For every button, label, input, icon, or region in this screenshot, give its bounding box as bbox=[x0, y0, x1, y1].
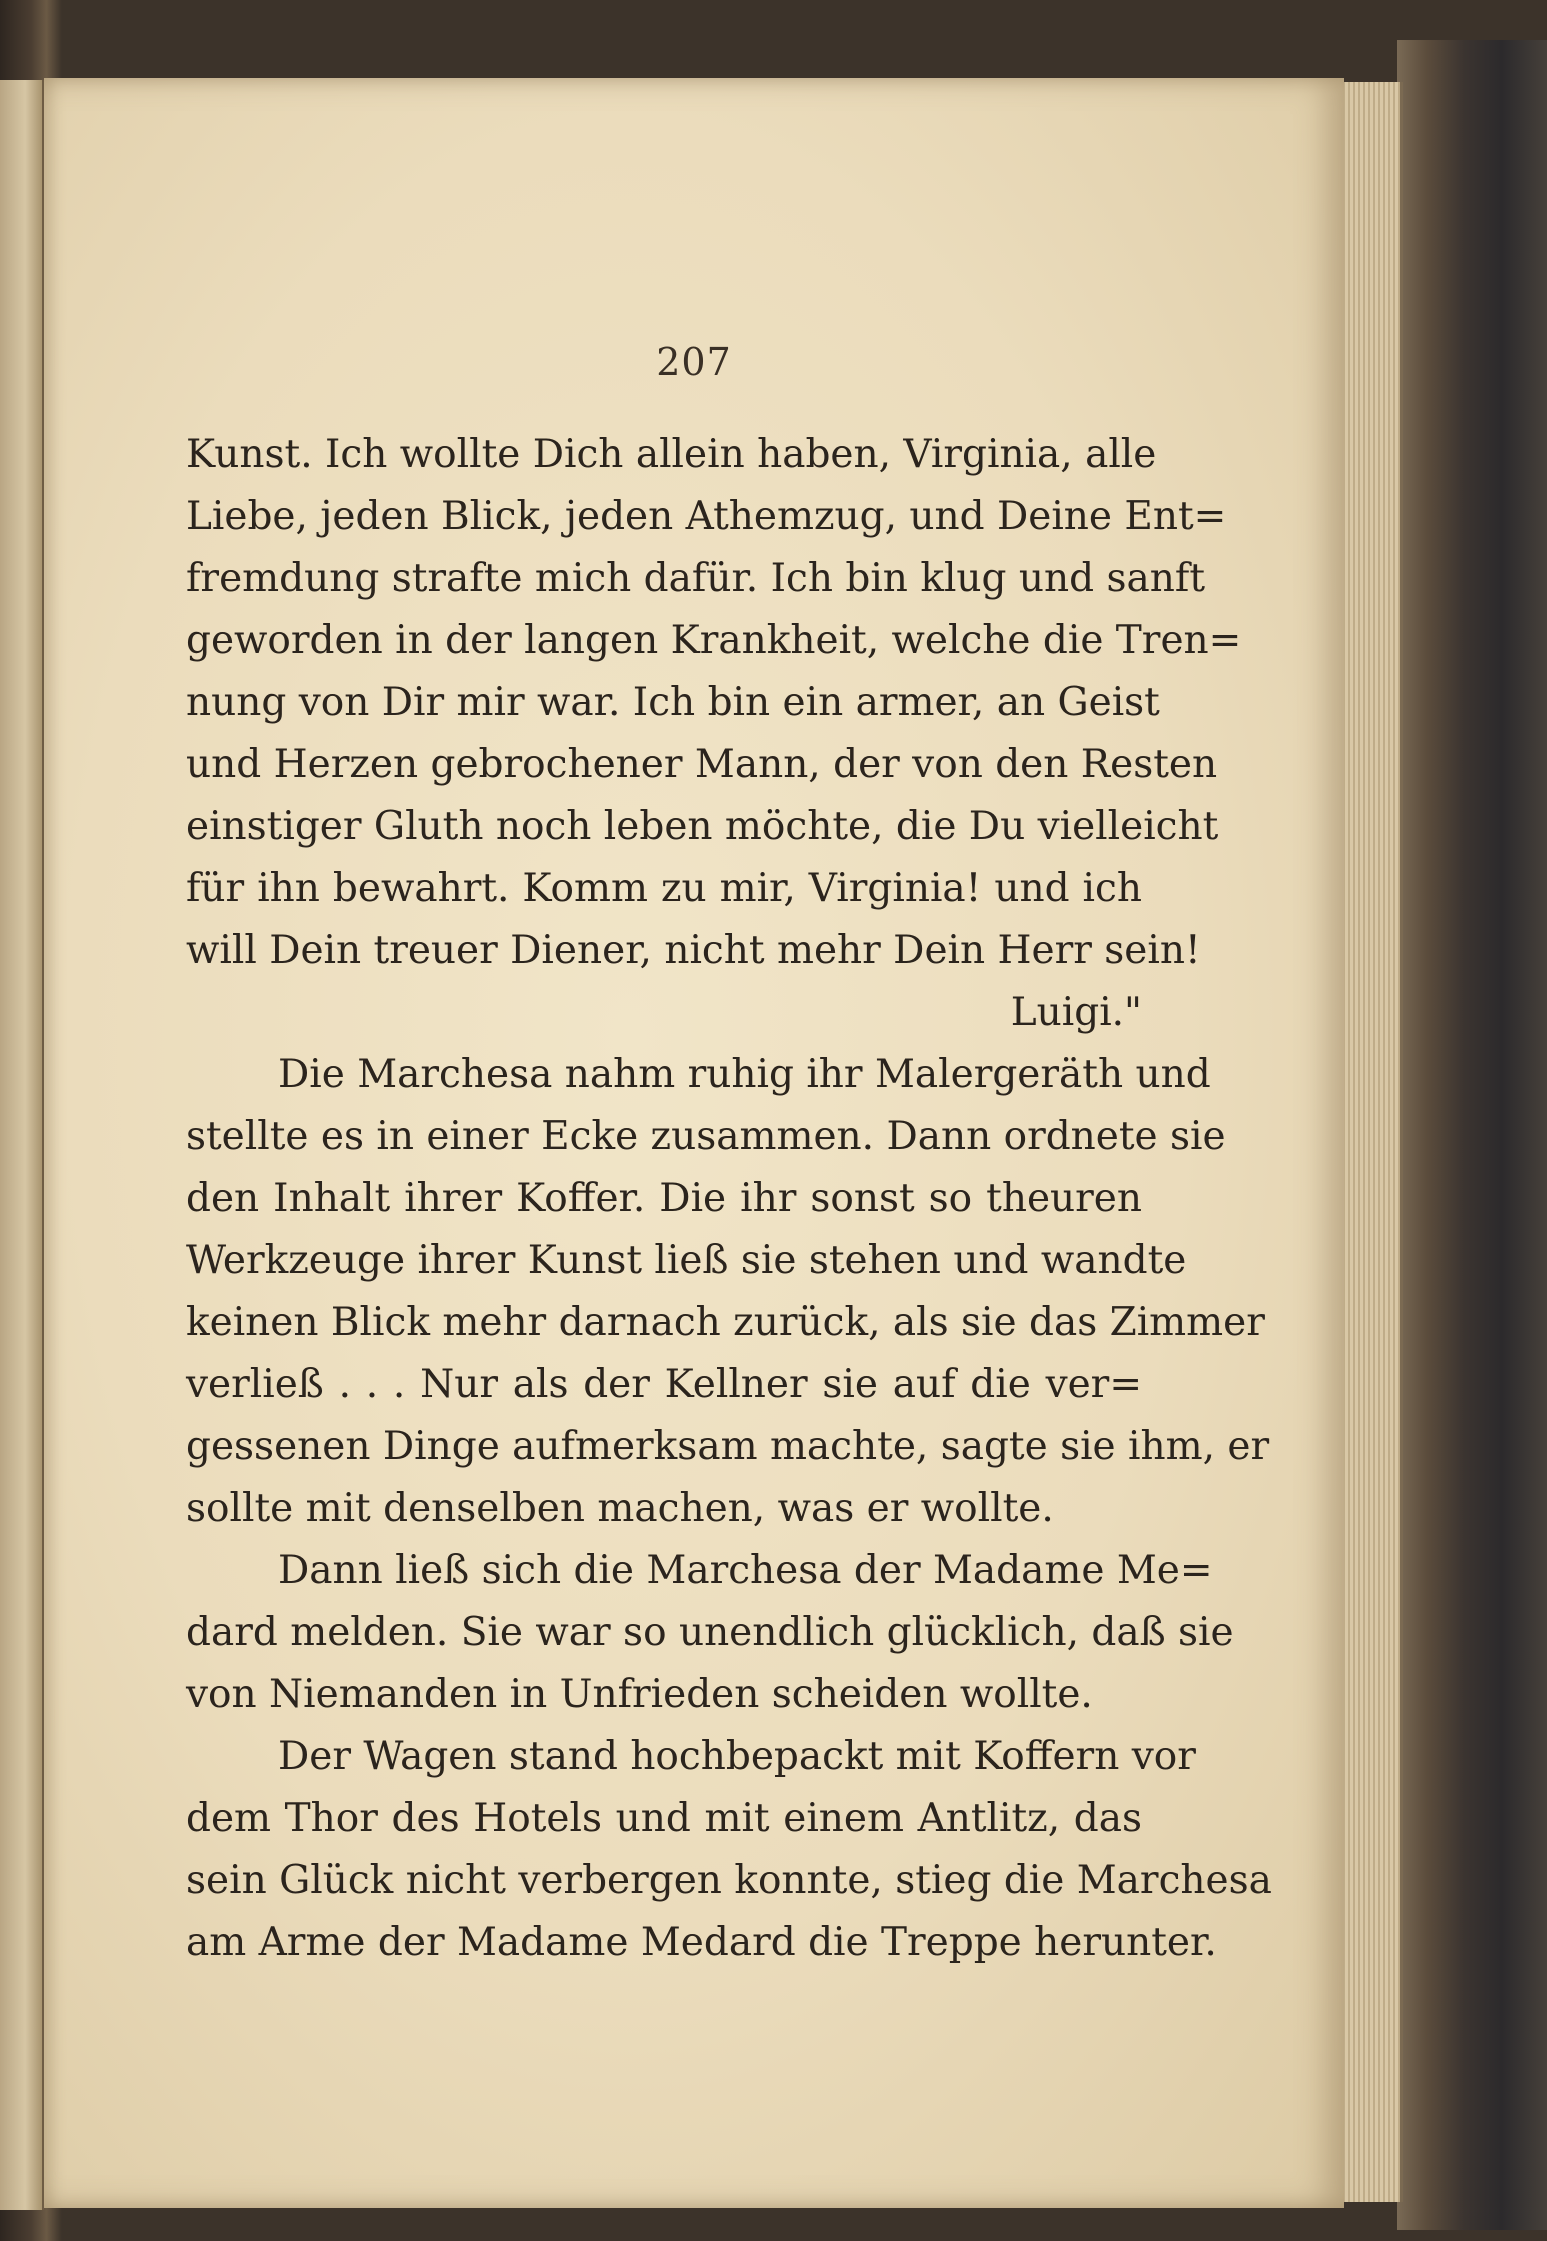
text-line: einstiger Gluth noch leben möchte, die Du vielleicht bbox=[186, 804, 1219, 849]
text-line: nung von Dir mir war. Ich bin ein armer, an Geist bbox=[186, 680, 1160, 725]
text-line: stellte es in einer Ecke zusammen. Dann ordnete sie bbox=[186, 1114, 1226, 1159]
text-line: den Inhalt ihrer Koffer. Die ihr sonst so theuren bbox=[186, 1176, 1142, 1221]
text-line: dem Thor des Hotels und mit einem Antlitz, das bbox=[186, 1796, 1142, 1841]
text-line: sein Glück nicht verbergen konnte, stieg die Marchesa bbox=[186, 1858, 1272, 1903]
page-number: 207 bbox=[656, 340, 732, 384]
paragraph bbox=[186, 1540, 1234, 1726]
text-line: Liebe, jeden Blick, jeden Athemzug, und Deine Ent= bbox=[186, 494, 1227, 539]
text-line: Werkzeuge ihrer Kunst ließ sie stehen und wandte bbox=[186, 1238, 1187, 1283]
paragraph bbox=[186, 1044, 1270, 1540]
text-line: keinen Blick mehr darnach zurück, als sie das Zimmer bbox=[186, 1300, 1265, 1345]
book-cover-binding bbox=[1397, 40, 1547, 2230]
paragraph bbox=[186, 1726, 1272, 1974]
left-page-edge bbox=[0, 80, 44, 2210]
text-line: und Herzen gebrochener Mann, der von den Resten bbox=[186, 742, 1218, 787]
text-line: fremdung strafte mich dafür. Ich bin klug und sanft bbox=[186, 556, 1205, 601]
text-line: für ihn bewahrt. Komm zu mir, Virginia! und ich bbox=[186, 866, 1142, 911]
page-text bbox=[186, 424, 1272, 1974]
book-page bbox=[44, 78, 1344, 2208]
text-line: verließ . . . Nur als der Kellner sie auf die ver= bbox=[186, 1362, 1142, 1407]
letter-signature: Luigi." bbox=[1010, 990, 1142, 1035]
text-line: sollte mit denselben machen, was er wollte. bbox=[186, 1486, 1054, 1531]
text-line: geworden in der langen Krankheit, welche die Tren= bbox=[186, 618, 1242, 663]
text-line: von Niemanden in Unfrieden scheiden wollte. bbox=[186, 1672, 1093, 1717]
paragraph-letter bbox=[186, 424, 1242, 1044]
text-line: dard melden. Sie war so unendlich glücklich, daß sie bbox=[186, 1610, 1234, 1655]
text-line: will Dein treuer Diener, nicht mehr Dein Herr sein! bbox=[186, 928, 1201, 973]
text-line: gessenen Dinge aufmerksam machte, sagte sie ihm, er bbox=[186, 1424, 1270, 1469]
text-line: am Arme der Madame Medard die Treppe herunter. bbox=[186, 1920, 1217, 1965]
text-line: Kunst. Ich wollte Dich allein haben, Virginia, alle bbox=[186, 432, 1157, 477]
text-line: Die Marchesa nahm ruhig ihr Malergeräth und bbox=[278, 1052, 1211, 1097]
text-line: Der Wagen stand hochbepackt mit Koffern vor bbox=[278, 1734, 1196, 1779]
text-line: Dann ließ sich die Marchesa der Madame Me= bbox=[278, 1548, 1213, 1593]
